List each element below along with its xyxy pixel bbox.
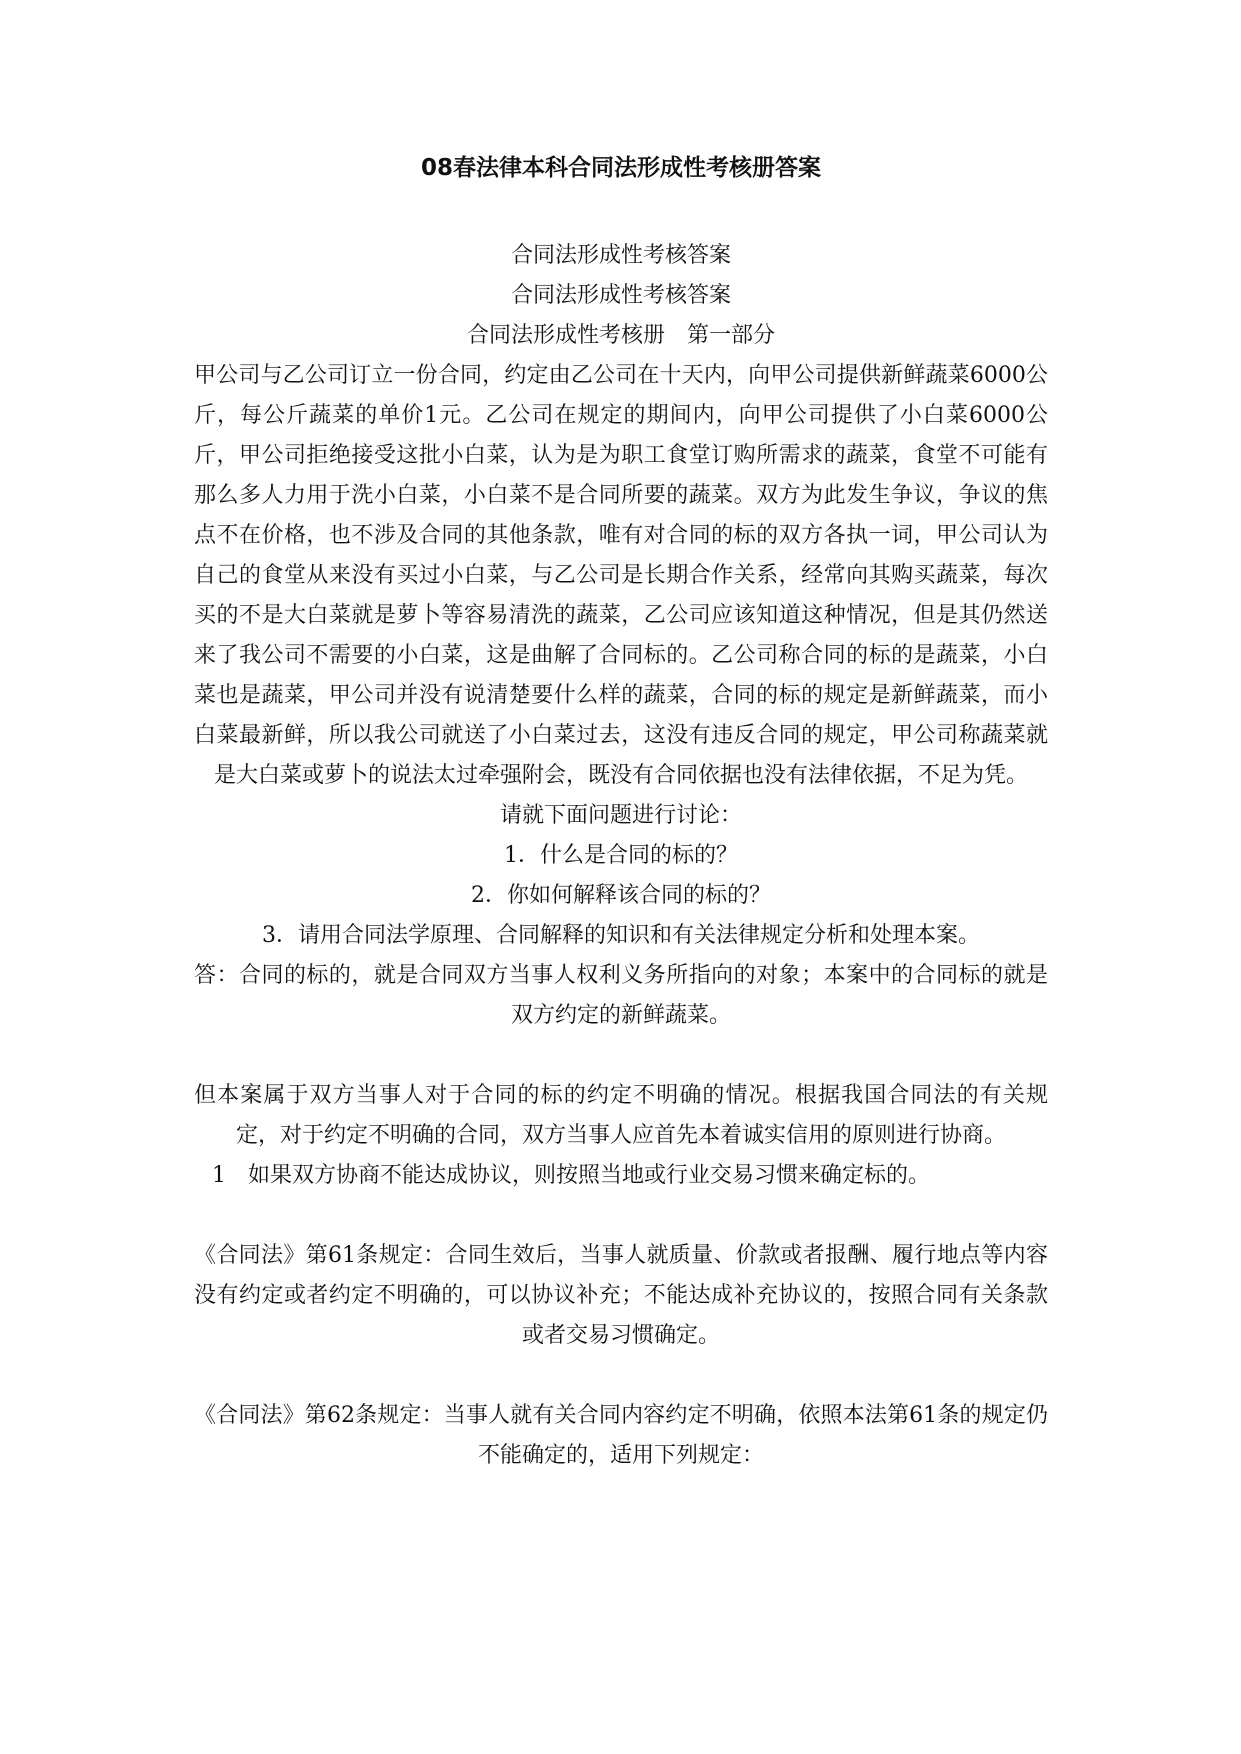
subtitle-2: 合同法形成性考核答案 [510, 283, 731, 308]
answer-paragraph-3: 1 如果双方协商不能达成协议，则按照当地或行业交易习惯来确定标的。 [212, 1163, 930, 1188]
answer-paragraph-2: 但本案属于双方当事人对于合同的标的约定不明确的情况。根据我国合同法的有关规定，对于约定不明确的合同，双方当事人应首先本着诚实信用的原则进行协商。 [194, 1083, 1048, 1148]
question-3: 3．请用合同法学原理、合同解释的知识和有关法律规定分析和处理本案。 [262, 923, 980, 948]
document-body [194, 148, 1048, 1476]
subtitle-1: 合同法形成性考核答案 [510, 243, 731, 268]
blank-line [194, 1196, 1048, 1236]
question-1: 1．什么是合同的标的？ [504, 843, 738, 868]
discussion-prompt: 请就下面问题进行讨论： [499, 803, 742, 828]
blank-line [194, 1356, 1048, 1396]
case-paragraph: 甲公司与乙公司订立一份合同，约定由乙公司在十天内，向甲公司提供新鲜蔬菜6000公斤，每公斤蔬菜的单价1元。乙公司在规定的期间内，向甲公司提供了小白菜6000公斤，甲公司拒绝接受这批小白菜，认为是为职工食堂订购所需求的蔬菜，食堂不可能有那么多人力用于洗小白菜，小白菜不是合同所要的蔬菜。双方为此发生争议，争议的焦点不在价格，也不涉及合同的其他条款，唯有对合同的标的双方各执一词，甲公司认为自己的食堂从来没有买过小白菜，与乙公司是长期合作关系，经常向其购买蔬菜，每次买的不是大白菜就是萝卜等容易清洗的蔬菜，乙公司应该知道这种情况，但是其仍然送来了我公司不需要的小白菜，这是曲解了合同标的。乙公司称合同的标的是蔬菜，小白菜也是蔬菜，甲公司并没有说清楚要什么样的蔬菜，合同的标的规定是新鲜蔬菜，而小白菜最新鲜，所以我公司就送了小白菜过去，这没有违反合同的规定，甲公司称蔬菜就是大白菜或萝卜的说法太过牵强附会，既没有合同依据也没有法律依据，不足为凭。 [194, 363, 1048, 788]
answer-paragraph-1: 答：合同的标的，就是合同双方当事人权利义务所指向的对象；本案中的合同标的就是双方约定的新鲜蔬菜。 [194, 963, 1048, 1028]
blank-line [194, 1036, 1048, 1076]
document-title: 08春法律本科合同法形成性考核册答案 [420, 155, 821, 181]
subtitle-3: 合同法形成性考核册 第一部分 [466, 323, 775, 348]
article-61-paragraph: 《合同法》第61条规定：合同生效后，当事人就质量、价款或者报酬、履行地点等内容没有约定或者约定不明确的，可以协议补充；不能达成补充协议的，按照合同有关条款或者交易习惯确定。 [194, 1243, 1048, 1348]
article-62-paragraph: 《合同法》第62条规定：当事人就有关合同内容约定不明确，依照本法第61条的规定仍不能确定的，适用下列规定： [194, 1403, 1048, 1468]
question-2: 2．你如何解释该合同的标的？ [471, 883, 771, 908]
